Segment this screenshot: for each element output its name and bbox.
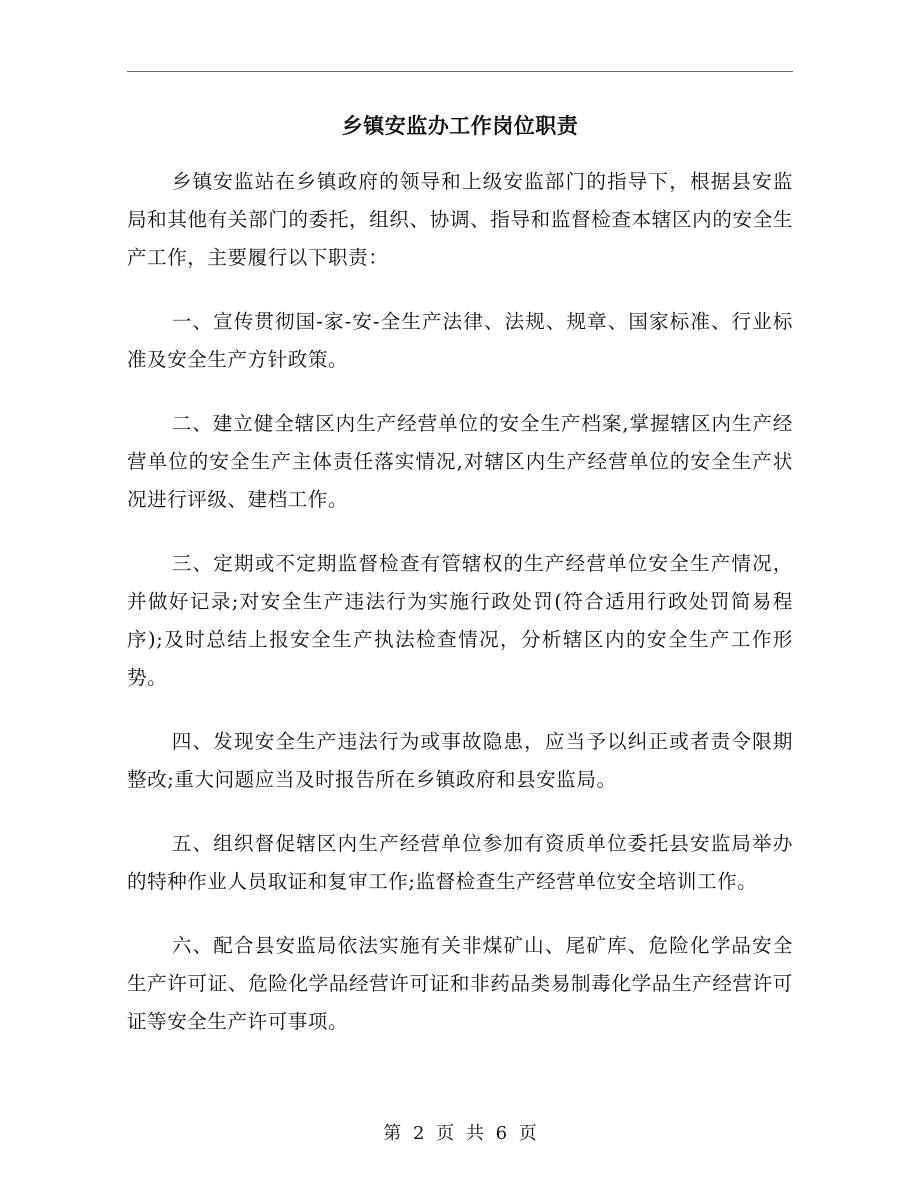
page-number: 第 2 页 共 6 页 bbox=[383, 1123, 537, 1144]
duty-paragraph-3: 三、定期或不定期监督检查有管辖权的生产经营单位安全生产情况，并做好记录;对安全生产违法行为实施行政处罚(符合适用行政处罚简易程序);及时总结上报安全生产执法检查情况，分析辖区内的安全生产工作形势。 bbox=[127, 552, 793, 689]
duty-paragraph-4: 四、发现安全生产违法行为或事故隐患，应当予以纠正或者责令限期整改;重大问题应当及时报告所在乡镇政府和县安监局。 bbox=[127, 730, 793, 791]
document-body bbox=[127, 163, 793, 1067]
intro-paragraph: 乡镇安监站在乡镇政府的领导和上级安监部门的指导下，根据县安监局和其他有关部门的委托，组织、协调、指导和监督检查本辖区内的安全生产工作，主要履行以下职责： bbox=[127, 170, 793, 269]
header-rule bbox=[127, 71, 793, 72]
duty-paragraph-2: 二、建立健全辖区内生产经营单位的安全生产档案,掌握辖区内生产经营单位的安全生产主体责任落实情况,对辖区内生产经营单位的安全生产状况进行评级、建档工作。 bbox=[127, 412, 793, 511]
document-title: 乡镇安监办工作岗位职责 bbox=[341, 113, 579, 138]
duty-paragraph-5: 五、组织督促辖区内生产经营单位参加有资质单位委托县安监局举办的特种作业人员取证和复审工作;监督检查生产经营单位安全培训工作。 bbox=[127, 832, 793, 893]
duty-paragraph-1: 一、宣传贯彻国-家-安-全生产法律、法规、规章、国家标准、行业标准及安全生产方针政策。 bbox=[127, 310, 793, 371]
duty-paragraph-6: 六、配合县安监局依法实施有关非煤矿山、尾矿库、危险化学品安全生产许可证、危险化学品经营许可证和非药品类易制毒化学品生产经营许可证等安全生产许可事项。 bbox=[127, 934, 793, 1033]
